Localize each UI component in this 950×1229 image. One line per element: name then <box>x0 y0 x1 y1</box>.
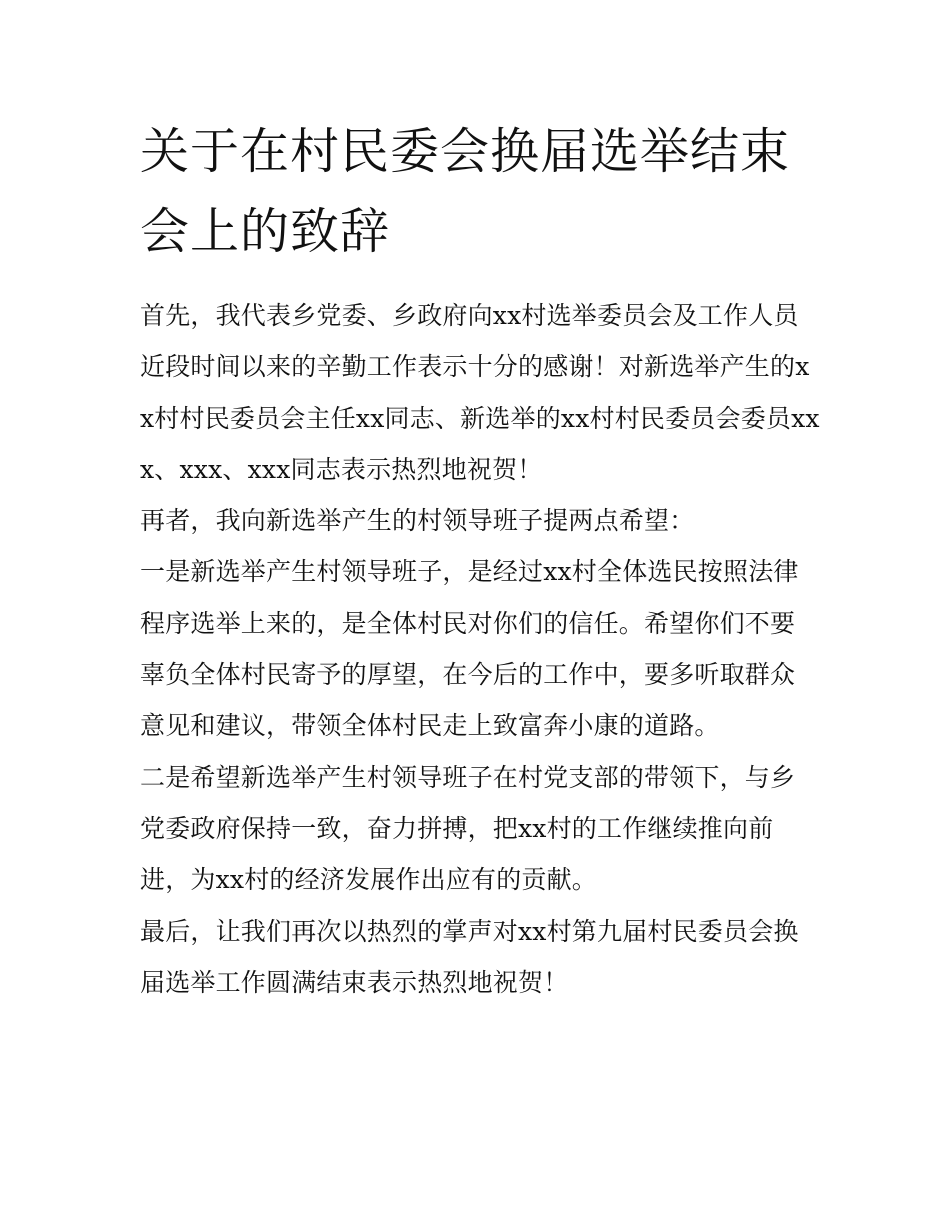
paragraph-4: 二是希望新选举产生村领导班子在村党支部的带领下，与乡党委政府保持一致，奋力拼搏，把xx村的工作继续推向前进，为xx村的经济发展作出应有的贡献。 <box>140 762 796 895</box>
paragraph-5: 最后，让我们再次以热烈的掌声对xx村第九届村民委员会换届选举工作圆满结束表示热烈地祝贺！ <box>140 916 799 997</box>
paragraph-1: 首先，我代表乡党委、乡政府向xx村选举委员会及工作人员近段时间以来的辛勤工作表示十分的感谢！对新选举产生的xx村村民委员会主任xx同志、新选举的xx村村民委员会委员xxx、xxx、xxx同志表示热烈地祝贺！ <box>140 301 820 484</box>
paragraph-3: 一是新选举产生村领导班子，是经过xx村全体选民按照法律程序选举上来的，是全体村民对你们的信任。希望你们不要辜负全体村民寄予的厚望，在今后的工作中，要多听取群众意见和建议，带领全体村民走上致富奔小康的道路。 <box>140 557 799 741</box>
document-title: 关于在村民委会换届选举结束会上的致辞 <box>140 123 791 260</box>
paragraph-2: 再者，我向新选举产生的村领导班子提两点希望： <box>140 506 695 536</box>
